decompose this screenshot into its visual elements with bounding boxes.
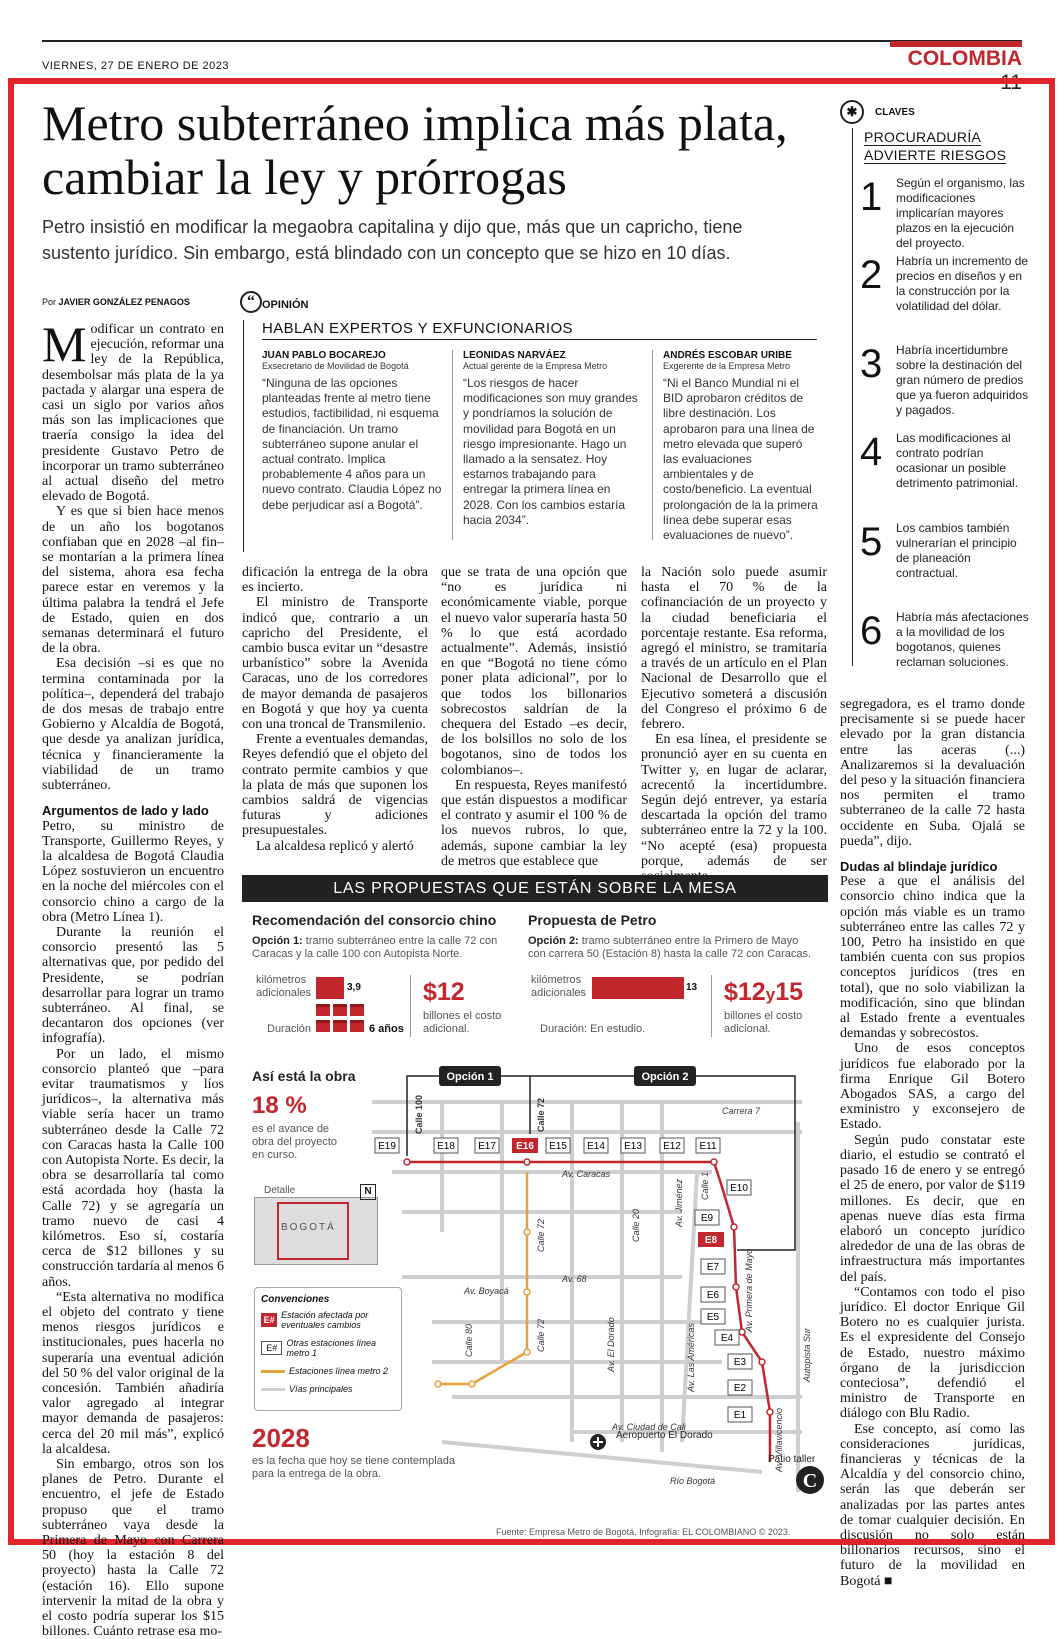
- legend-item: [261, 1310, 395, 1330]
- line1-station: [731, 1224, 737, 1230]
- infographic-title: LAS PROPUESTAS QUE ESTÁN SOBRE LA MESA: [242, 875, 828, 902]
- cost-b: 15: [775, 978, 803, 1006]
- station-label: E10: [730, 1183, 748, 1194]
- key-text: Habría más afectaciones a la movilidad de los bogotanos, quienes reclaman soluciones.: [896, 610, 1029, 669]
- key-number: 4: [860, 430, 883, 474]
- option1-bracket: [407, 1076, 530, 1156]
- quote-role: Actual gerente de la Empresa Metro: [463, 361, 608, 371]
- station-label: E17: [478, 1141, 496, 1152]
- calendar-icon: [333, 1004, 347, 1016]
- opinion-quote: [463, 350, 643, 528]
- option1-tag-label: Opción 1: [446, 1071, 494, 1083]
- paragraph: Pese a que el análisis del consorcio chino indica que la opción más viable es un tramo subterráneo entre las calles 72 y 100, Petro ha insistido en que también cuenta con sus propios conceptos jurídicos (tres en total), que no solo viabilizan la modificación, sino que blindan al Estado frente a eventuales demandas y sobrecostos.: [840, 874, 1025, 1042]
- duration-text: 6 años: [369, 1023, 404, 1035]
- column-3: [441, 565, 627, 869]
- paragraph: Según pudo constatar este diario, el estudio se contrató el pasado 16 de enero y se entregó el 25 de enero, por valor de $119 millones. Es decir, que en apenas nueve días esta firma elaboró un concepto jurídico alrededor de una de las obras de infraestructura más importantes del país.: [840, 1132, 1025, 1285]
- key-number: 6: [860, 609, 883, 653]
- legend: [254, 1287, 402, 1411]
- line1-station: [733, 1284, 739, 1290]
- detail-label: Detalle: [264, 1185, 296, 1196]
- progress-value: 18 %: [252, 1092, 307, 1119]
- station-label: E6: [706, 1290, 720, 1301]
- paragraph: Durante la reunión el consorcio presentó las 5 alternativas que, por pedido del Presidente, se podrían desarrollar para lograr un tramo subterráneo. Al final, se decantaron dos opciones (ver infografía).: [42, 924, 224, 1047]
- station-label: E11: [699, 1141, 717, 1152]
- subheading: Dudas al blindaje jurídico: [840, 859, 998, 875]
- paragraph: “Esta alternativa no modifica el objeto del contrato y tiene menos riesgos jurídicos e institucionales, pues hacerla no superaría una eventual adición del 50 % del valor original de la concesión. También añadiría valor agregado al integrar mayor demanda de pasajeros: cerca del 20 mil más”, explicó la alcaldesa.: [42, 1289, 224, 1457]
- calendar-icon: [333, 1020, 347, 1032]
- line2-station: [524, 1289, 530, 1295]
- airport-label: Aeropuerto El Dorado: [616, 1430, 713, 1441]
- quote-name: LEONIDAS NARVÁEZ: [463, 350, 566, 361]
- delivery-label: es la fecha que hoy se tiene contemplada para la entrega de la obra.: [252, 1455, 456, 1480]
- divider: [262, 339, 817, 340]
- cost-conj: y: [765, 985, 776, 1004]
- station-label: E7: [706, 1262, 720, 1273]
- paragraph: En respuesta, Reyes manifestó que están dispuestos a modificar el contrato y asumir el 100 % de los nuevos rubros, lo que, además, supone cambiar la ley de metros que establece que: [441, 777, 627, 869]
- divider: [410, 975, 411, 1037]
- paragraph: Uno de esos conceptos jurídicos fue elaborado por la firma Enrique Gil Botero Abogados SAS, a cargo del exministro y exconsejero de Estado.: [840, 1041, 1025, 1133]
- column-4: [641, 565, 827, 884]
- delivery-year: 2028: [252, 1423, 310, 1453]
- road-label: Calle 1: [700, 1171, 710, 1200]
- legend-swatch: E#: [261, 1341, 282, 1355]
- road-label: Calle 72: [536, 1097, 546, 1132]
- line2-station: [469, 1381, 475, 1387]
- road-label: Av. Caracas: [562, 1169, 611, 1179]
- calendar-icon: [316, 1004, 330, 1016]
- quote-text: “Los riesgos de hacer modificaciones son muy grandes y pondríamos la solución de movilidad para Bogotá en un riesgo impresionante. Hago un llamado a la sensatez. Hoy estamos trabajando para entregar la primera línea en 2028. Con los cambios estaría hacia 2034”.: [463, 376, 638, 527]
- option1-desc: [252, 935, 502, 961]
- paragraph: que se trata de una opción que “no es jurídica ni económicamente viable, porque el nuevo valor superaría hasta 50 % lo que está acordado actualmente”. Además, insistió en que “Bogotá no tiene cómo poner plata adicional”, por lo que todos los billonarios sobrecostos saldrían de la chequera del Estado –es decir, de los bolsillos no solo de los bogotanos, sino de todos los colombianos–.: [441, 565, 627, 778]
- divider: [452, 350, 453, 540]
- road-label: Autopista Sur: [802, 1327, 812, 1382]
- legend-item: [261, 1338, 395, 1358]
- calendar-icon: [350, 1004, 364, 1016]
- station-label: E15: [549, 1141, 567, 1152]
- column-2: [242, 565, 428, 854]
- line2-station: [435, 1381, 441, 1387]
- legend-swatch: [261, 1388, 285, 1391]
- paragraph: Ese concepto, así como las consideraciones jurídicas, financieras y técnicas de la Alcaldía y del consorcio chino, serán las que deberán ser analizadas por las partes antes de tomar cualquier decisión. En discusión no solo están billonarios recursos, sino el futuro de la movilidad en Bogotá ■: [840, 1421, 1025, 1589]
- key-item: [860, 431, 1030, 491]
- km-value: 13: [686, 982, 698, 993]
- drop-cap: M: [42, 316, 87, 372]
- cost-label: billones el costo adicional.: [724, 1010, 803, 1035]
- key-icon: ✱: [840, 100, 864, 124]
- quote-name: JUAN PABLO BOCAREJO: [262, 350, 386, 361]
- key-number: 3: [860, 342, 883, 386]
- km-value: 3,9: [347, 982, 361, 993]
- road-label: Av. Ciudad de Cali: [612, 1422, 686, 1432]
- line1-station: [524, 1159, 530, 1165]
- yard-label: Patio taller: [768, 1454, 816, 1465]
- paragraph: Frente a eventuales demandas, Reyes defendió que el objeto del contrato permite cambios y que la plata de más que suponen los cambios saldrá de vigencias futuras y adiciones presupuestales.: [242, 732, 428, 839]
- station-label: E13: [624, 1141, 642, 1152]
- quote-icon: “: [240, 291, 262, 313]
- station-label: E18: [437, 1141, 455, 1152]
- paragraph: Esa decisión –si es que no termina contaminada por la política–, dependerá del trabajo de dos mesas de trabajo entre Gobierno y Alcaldía de Bogotá, que desde ya analizan jurídica, técnica y financieramente la viabilidad de un tramo subterráneo.: [42, 656, 224, 794]
- legend-swatch: [261, 1370, 285, 1373]
- byline-author: JAVIER GONZÁLEZ PENAGOS: [58, 297, 190, 307]
- cost-a: $12: [724, 978, 766, 1006]
- option2-tag-label: Opción 2: [641, 1071, 689, 1083]
- line1-station: [711, 1159, 717, 1165]
- road-label: Carrera 7: [722, 1106, 761, 1116]
- station-label: E2: [733, 1383, 747, 1394]
- divider: [652, 350, 653, 540]
- station-label: E9: [700, 1213, 714, 1224]
- paragraph: Petro, su ministro de Transporte, Guillermo Reyes, y la alcaldesa de Bogotá Claudia López sostuvieron un encuentro en la noche del miércoles con el consorcio chino a cargo de la obra (Metro Línea 1).: [42, 818, 224, 925]
- key-item: [860, 254, 1030, 314]
- road-label: Av. Jiménez: [674, 1178, 684, 1227]
- divider: [243, 320, 244, 552]
- legend-swatch: E#: [261, 1313, 277, 1327]
- dek: Petro insistió en modificar la megaobra capitalina y dijo que, más que un capricho, tiene sustento jurídico. Sin embargo, está blindado con un concepto que se hizo en 10 días.: [42, 217, 743, 263]
- divider: [711, 975, 712, 1037]
- airport-icon: [590, 1434, 606, 1450]
- line2-station: [524, 1229, 530, 1235]
- key-number: 2: [860, 253, 883, 297]
- road-label: Calle 80: [464, 1323, 474, 1357]
- station-label: E12: [663, 1141, 681, 1152]
- key-text: Las modificaciones al contrato podrían ocasionar un posible detrimento patrimonial.: [896, 431, 1019, 490]
- duration-label: Duración: [267, 1023, 312, 1035]
- station-label: E1: [733, 1410, 747, 1421]
- km-bar: [316, 977, 344, 999]
- road-label: Av. 68: [562, 1274, 587, 1284]
- option2-text: tramo subterráneo entre la Primero de Mayo con carrera 50 (Estación 8) hasta la calle 72 con Caracas.: [528, 935, 812, 960]
- option1-label: Opción 1:: [252, 935, 303, 947]
- legend-label: Estaciones línea metro 2: [289, 1366, 389, 1376]
- line2-station: [524, 1349, 530, 1355]
- logo-glyph: C: [802, 1470, 818, 1492]
- road-label: Av. El Dorado: [606, 1317, 616, 1372]
- paragraph: la Nación solo puede asumir hasta el 70 % de la cofinanciación de un proyecto y la ciudad beneficiaria el porcentaje restante. Esa reforma, agregó el ministro, se tramitaría a través de un artículo en el Plan Nacional de Desarrollo que el Ejecutivo someterá a discusión del Congreso el próximo 6 de febrero.: [641, 565, 827, 733]
- road-label: Calle 100: [414, 1094, 424, 1134]
- road-label: Calle 72: [536, 1218, 546, 1252]
- key-text: Habría incertidumbre sobre la destinación del gran número de predios que ya fueron adquiridos y pagados.: [896, 343, 1029, 417]
- key-number: 5: [860, 520, 883, 564]
- opinion-quote: [663, 350, 819, 543]
- key-number: 1: [860, 175, 883, 219]
- station-label: E5: [706, 1312, 720, 1323]
- calendar-icon: [350, 1020, 364, 1032]
- key-item: [860, 343, 1030, 418]
- duration-value: [369, 1023, 404, 1035]
- line1-station: [404, 1159, 410, 1165]
- section-header: [890, 41, 1022, 94]
- legend-title: Convenciones: [261, 1294, 330, 1305]
- duration-text: Duración: En estudio.: [540, 1023, 646, 1035]
- top-rule: [42, 40, 1022, 42]
- cost-value: [724, 978, 803, 1007]
- km-label: kilómetros adicionales: [531, 974, 587, 999]
- key-item: [860, 610, 1030, 670]
- opinion-label: OPINIÓN: [262, 299, 309, 311]
- quote-name: ANDRÉS ESCOBAR URIBE: [663, 350, 792, 361]
- station-label: E4: [720, 1333, 734, 1344]
- road-label: Av. Las Américas: [686, 1323, 696, 1392]
- cost-label: billones el costo adicional.: [423, 1010, 502, 1035]
- calendar-icon: [316, 1020, 330, 1032]
- column-1: [42, 316, 224, 1639]
- paragraph: segregadora, es el tramo donde precisamente si se puede hacer elevado por la gran distancia entre las aceras (...) Analizaremos si la devaluación del peso y la situación financiera nos permiten el tramo subterraneo de la calle 72 hasta occidente en Suba. Ojalá se pueda”, dijo.: [840, 697, 1025, 849]
- km-bar: [592, 977, 684, 999]
- quote-role: Exsecretario de Movilidad de Bogotá: [262, 361, 409, 371]
- divider: [852, 128, 853, 666]
- key-text: Los cambios también vulnerarían el principio de planeación contractual.: [896, 521, 1017, 580]
- legend-label: Vías principales: [289, 1384, 353, 1394]
- subheading: Argumentos de lado y lado: [42, 803, 209, 819]
- station-label: E14: [587, 1141, 605, 1152]
- page-number: 11: [1000, 71, 1022, 94]
- key-text: Habría un incremento de precios en diseños y en la construcción por la volatilidad del dólar.: [896, 254, 1029, 313]
- issue-date: VIERNES, 27 DE ENERO DE 2023: [42, 60, 230, 72]
- paragraph: dificación la entrega de la obra es incierto.: [242, 565, 428, 596]
- lead-text: odificar un contrato en ejecución, reformar una ley de la República, desembolsar más plata de la ya pactada y alargar una espera de casi un siglo por varios años más son las implicaciones que traería consigo la idea del presidente Gustavo Petro de incorporar un tramo subterráneo al actual diseño del metro elevado de Bogotá.: [42, 322, 224, 505]
- headline: Metro subterráneo implica más plata, cambiar la ley y prórrogas: [42, 95, 788, 205]
- key-text: Según el organismo, las modificaciones implicarían mayores plazos en la ejecución del proyecto.: [896, 176, 1025, 250]
- quote-role: Exgerente de la Empresa Metro: [663, 361, 791, 371]
- claves-title-text: PROCURADURÍA ADVIERTE RIESGOS: [864, 129, 1007, 163]
- opinion-quote: [262, 350, 442, 513]
- station-tags-top: [375, 1138, 720, 1153]
- road-label: Calle 20: [631, 1208, 641, 1242]
- paragraph: Sin embargo, otros son los planes de Petro. Durante el encuentro, el jefe de Estado propuso que el tramo subterráneo vaya desde la Primera de Mayo con Carrera 50 (hoy la estación 8 del proyecto) hasta la Calle 72 (estación 16). Ello supone intervenir la mitad de la obra y el costo podría superar los $15 billones. Cuánto retrase esa mo-: [42, 1457, 224, 1639]
- paragraph: El ministro de Transporte indicó que, contrario a un capricho del Presidente, el cambio busca evitar un “desastre urbanístico” sobre la Avenida Caracas, uno de los corredores de mayor demanda de pasajeros en Bogotá y que hoy ya cuenta con una troncal de Transmilenio.: [242, 595, 428, 733]
- paragraph: Y es que si bien hace menos de un año los bogotanos confiaban que en 2028 –al fin– se montarían a la primera línea del sistema, ahora esa fecha parece estar en veremos y la última palabra la tendrá el Jefe de Estado, quien en dos semanas determinará el futuro de la obra.: [42, 504, 224, 657]
- station-label: E16: [516, 1141, 534, 1152]
- road-label: Av. Boyacá: [464, 1286, 509, 1296]
- legend-label: Otras estaciones línea metro 1: [286, 1338, 377, 1358]
- cost-value: $12: [423, 978, 465, 1006]
- option1-heading: Recomendación del consorcio chino: [252, 912, 497, 928]
- paragraph: Por un lado, el mismo consorcio planteó que –para evitar traumatismos y líos jurídicos–, la alternativa más viable sería hacer un tramo subterráneo desde la Calle 72 con Caracas hasta la Calle 100 con Autopista Norte. Es decir, la obra se desarrollaría tal como está acordada hoy (hasta la Calle 72) y se agregaría un tramo nuevo de casi 4 kilómetros. Eso sí, costaría cerca de $12 billones y su construcción tardaría al menos 6 años.: [42, 1046, 224, 1290]
- byline: [42, 297, 190, 307]
- city-label: BOGOTÁ: [281, 1222, 336, 1233]
- map-heading: Así está la obra: [252, 1068, 356, 1084]
- km-label: kilómetros adicionales: [256, 974, 312, 999]
- key-item: [860, 521, 1030, 581]
- legend-item: [261, 1366, 395, 1376]
- key-item: [860, 176, 1030, 251]
- detail-map: [254, 1197, 378, 1265]
- source-credit: Fuente: Empresa Metro de Bogotá. Infografía: EL COLOMBIANO © 2023.: [496, 1527, 791, 1537]
- paragraph: En esa línea, el presidente se pronunció ayer en su cuenta en Twitter y, en lugar de aclarar, acrecentó la incertidumbre. Según dejó entrever, ya estaría descartada la opción del tramo subterráneo entre la 72 y la 100. “No acepté (esa) propuesta porque, además de ser: [641, 732, 827, 869]
- road-label: Av. Villavicencio: [774, 1407, 784, 1472]
- line1-station: [759, 1359, 765, 1365]
- road-labels: [414, 1095, 812, 1486]
- byline-prefix: Por: [42, 297, 57, 307]
- claves-label: CLAVES: [875, 107, 915, 118]
- road-label: Av. Primera de Mayo: [744, 1248, 754, 1332]
- legend-item: [261, 1384, 395, 1394]
- north-icon: N: [360, 1184, 376, 1200]
- option2-heading: Propuesta de Petro: [528, 912, 657, 928]
- opinion-title: HABLAN EXPERTOS Y EXFUNCIONARIOS: [262, 320, 573, 337]
- lead-paragraph: [42, 316, 224, 505]
- column-5: [840, 697, 1025, 1589]
- claves-title: [864, 128, 1026, 164]
- station-label: E8: [704, 1235, 718, 1246]
- quote-text: “Ninguna de las opciones planteadas frente al metro tiene estudios, factibilidad, ni esquema de financiación. Un tramo subterráneo supone anular el actual contrato. Implica probablemente 4 años para un nuevo contrato. Claudia López no debe perjudicar así a Bogotá”.: [262, 376, 442, 512]
- station-label: E3: [733, 1357, 747, 1368]
- section-name: COLOMBIA: [907, 47, 1022, 70]
- road-label: Río Bogotá: [670, 1476, 716, 1486]
- paragraph: “Contamos con todo el piso jurídico. El doctor Enrique Gil Botero no es cualquier jurista. Es el expresidente del Consejo de Estado, nuestro máximo órgano de la jurisdiccion conteciosa”, defendió el ministro de Transporte en diálogo con Blu Radio.: [840, 1284, 1025, 1422]
- station-label: E19: [378, 1141, 396, 1152]
- option2-desc: [528, 935, 818, 961]
- option2-label: Opción 2:: [528, 935, 579, 947]
- progress-label: es el avance de obra del proyecto en curso.: [252, 1123, 337, 1161]
- line1-station: [767, 1409, 773, 1415]
- option1-text: tramo subterráneo entre la calle 72 con Caracas y la calle 100 con Autopista Norte.: [252, 935, 498, 960]
- legend-label: Estación afectada por eventuales cambios: [281, 1310, 369, 1330]
- duration-icons: [316, 1004, 366, 1036]
- quote-text: “Ni el Banco Mundial ni el BID aprobaron créditos de libre destinación. Los aprobaron para una línea de metro elevada que superó las evaluaciones ambientales y de costo/beneficio. La eventual prolongación de la la primera línea debe superar esas evaluaciones de nuevo”.: [663, 376, 818, 543]
- paragraph: La alcaldesa replicó y alertó: [256, 838, 414, 854]
- road-label: Calle 72: [536, 1318, 546, 1352]
